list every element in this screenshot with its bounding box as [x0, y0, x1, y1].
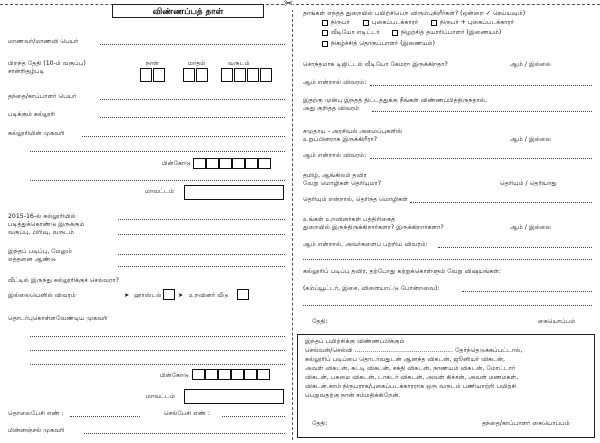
hostel-checkbox[interactable]: [163, 289, 175, 300]
other-learning-question: கல்லூரிப் படிப்பு தவிர, தற்போது கற்றுக்கொள்ளும் வேறு விஷயங்கள்:: [303, 268, 501, 275]
college-label: படிக்கும் கல்லூரி: [8, 111, 56, 118]
relative-arrow-icon: ➤: [178, 292, 184, 299]
prior-question-2: அது குறித்த விவரம்: [303, 105, 360, 112]
years-label-2: எத்தனை ஆண்டு: [8, 256, 56, 263]
option-producer-label: நிழற்சித் தயாரிப்பாளர் (இணையம்): [401, 29, 502, 36]
camera-question: சொந்தமாக டிஜிட்டல் வீடியோ கேமரா இருக்கிறதா?: [303, 61, 448, 68]
relatives-details-field-2[interactable]: [303, 259, 592, 260]
scissors-icon: ✂: [284, 0, 293, 10]
declaration-line-2: செல்வன்/செல்வி .................................................. தேர்ந்தெடுக்கப்பட்டால்,: [305, 347, 523, 354]
dob-label-2: சான்றிதழ்படி: [8, 68, 45, 75]
language-question-1: தமிழ், ஆங்கிலம் தவிர: [303, 172, 367, 179]
pincode2-box-1[interactable]: [192, 369, 205, 380]
pincode2-box-4[interactable]: [231, 369, 244, 380]
college-address-label: கல்லூரியின் முகவரி: [8, 130, 65, 137]
pincode-label: பின்கோடு: [162, 160, 191, 167]
option-photographer-label: புகைப்படக்காரர்: [372, 19, 419, 26]
pincode-box-4[interactable]: [232, 158, 245, 169]
dob-day-box-1[interactable]: [140, 68, 152, 82]
declaration-line-7: பெறுவதற்கு நான் சம்மதிக்கிறேன்.: [305, 392, 401, 399]
camera-yes-no[interactable]: ஆம் / இல்லை: [510, 61, 551, 68]
declaration-line-5: விகடன், பசுமை விகடன், டாக்டர் விகடன், அவள் கிச்சன், அவள் மணமகள்,: [305, 374, 519, 381]
phone-field[interactable]: [70, 416, 140, 417]
district-label: மாவட்டம்: [145, 188, 174, 195]
dob-month-box-2[interactable]: [196, 68, 208, 82]
relatives-details-label: ஆம் என்றால், அவர்களைப் பற்றிய விவரம்:: [303, 241, 428, 248]
other-learning-field-2[interactable]: [303, 305, 592, 306]
student-name-field[interactable]: [100, 44, 285, 45]
relatives-question-2: துறையில் இருந்திருக்கிறார்களா? இருக்கிறார்களா?: [303, 224, 444, 231]
pincode2-label: பின்கோடு: [160, 372, 189, 379]
years-label-1: இந்தப் படிப்பு, மேலும்: [8, 248, 72, 255]
dob-day-header: நாள்: [146, 60, 159, 67]
course-field-2[interactable]: [118, 234, 285, 235]
option-reporter-label: நிருபர்: [331, 19, 350, 26]
years-field-1[interactable]: [118, 254, 285, 255]
hostel-label: ஹாஸ்டல்: [134, 292, 162, 299]
prior-question-1: இதற்கு முன்பு இந்தத் திட்டத்துக்கு நீங்கள் விண்ணப்பித்திருந்தால்,: [303, 97, 487, 104]
contact-address-line-1[interactable]: [30, 336, 285, 337]
district2-label: மாவட்டம்: [146, 393, 175, 400]
option-reporter-checkbox[interactable]: [322, 20, 328, 26]
dob-year-box-3[interactable]: [247, 68, 259, 82]
course-label-1: 2015-16-ல் கல்லூரியில்: [8, 213, 76, 220]
signature-label: கையொப்பம்: [538, 318, 576, 325]
other-learning-hint: (கம்ப்யூட்டர், இசை, விளையாட்டு போன்றவை):: [303, 285, 440, 292]
social-details-field[interactable]: [370, 158, 592, 159]
dob-label-1: பிறந்த தேதி (10-ம் வகுப்பு): [8, 60, 86, 67]
college-address-line-2[interactable]: [30, 151, 285, 152]
option-video-editor-label: வீடியோ எடிட்டர்: [331, 29, 380, 36]
pincode2-box-6[interactable]: [257, 369, 270, 380]
years-field-2[interactable]: [118, 266, 285, 267]
relatives-details-field-1[interactable]: [438, 247, 592, 248]
dob-year-header: வருடம்: [228, 60, 250, 67]
date2-label: தேதி:: [312, 420, 328, 427]
pincode-box-6[interactable]: [258, 158, 271, 169]
pincode-box-2[interactable]: [206, 158, 219, 169]
father-name-field[interactable]: [100, 99, 285, 100]
social-yes-no[interactable]: ஆம் / இல்லை: [510, 136, 551, 143]
dob-year-box-4[interactable]: [260, 68, 272, 82]
pincode2-box-3[interactable]: [218, 369, 231, 380]
dob-month-header: மாதம்: [188, 60, 206, 67]
email-label: மின்னஞ்சல் முகவரி: [8, 427, 65, 434]
relative-home-checkbox[interactable]: [237, 289, 249, 300]
pincode2-box-5[interactable]: [244, 369, 257, 380]
phone-label: தொலைபேசி எண் :: [8, 410, 64, 417]
course-label-2: படித்துக்கொண்டு இருக்கும்: [8, 221, 85, 228]
travel-question: வீட்டில் இருந்து கல்லூரிக்குச் செல்வரா?: [8, 277, 119, 284]
college-address-line-1[interactable]: [82, 136, 285, 137]
dob-day-box-2[interactable]: [153, 68, 165, 82]
declaration-line-4: அவள் விகடன், சுட்டி விகடன், சக்தி விகடன், நாணயம் விகடன், மோட்டார்: [305, 365, 516, 372]
social-details-label: ஆம் என்றால் விவரம்:: [303, 152, 367, 159]
pincode-box-3[interactable]: [219, 158, 232, 169]
languages-known-label: தெரியும் என்றால், தெரிந்த மொழிகள்: [303, 196, 408, 203]
relatives-question-1: உங்கள் உறவினர்கள் பத்திரிகைத்: [303, 216, 396, 223]
field-question: தாங்கள் எந்தத் துறையில் பயிற்சிபெற விரும்புகிறீர்கள்? (ஒன்றை ✓ செய்யவும்): [303, 10, 526, 17]
option-reporter-photographer-label: நிருபர் + புகைப்படக்காரர்: [440, 19, 514, 26]
pincode-box-5[interactable]: [245, 158, 258, 169]
option-anchor-label: நிகழ்ச்சித் தொகுப்பாளர் (இணையம்): [331, 40, 435, 47]
course-field-1[interactable]: [118, 219, 285, 220]
social-question-1: சமுதாய - அரசியல் அமைப்புகளில்: [303, 128, 403, 135]
languages-known-field[interactable]: [410, 202, 592, 203]
contact-address-line-2[interactable]: [30, 350, 285, 351]
cell-field[interactable]: [222, 416, 285, 417]
contact-address-line-3[interactable]: [30, 364, 285, 365]
form-title: விண்ணப்பத் தாள்: [112, 4, 264, 18]
contact-address-label: தொடர்புகொள்ளவேண்டிய முகவரி: [8, 315, 108, 322]
option-video-editor-checkbox[interactable]: [322, 30, 328, 36]
language-know-option[interactable]: தெரியும் / தெரியாது: [500, 180, 557, 187]
prior-details-field[interactable]: [372, 111, 592, 112]
language-question-2: வேறு மொழிகள் தெரியுமா?: [303, 180, 382, 187]
course-label-3: வகுப்பு, பிரிவு, வருடம்: [8, 229, 75, 236]
declaration-line-1: இந்தப் பயிற்சிக்கு விண்ணப்பிக்கும்: [305, 338, 405, 345]
camera-details-field[interactable]: [370, 85, 592, 86]
cut-line-vertical: [292, 4, 293, 440]
declaration-line-3: கல்லூரிப் படிப்பை தொடர்வதுடன் ஆனந்த விகடன், ஜூனியர் விகடன்,: [305, 356, 505, 363]
relative-home-label: உறவினர் வீடு: [189, 292, 229, 299]
stay-details-label: இல்லையெனில் விவரம்: [8, 292, 76, 299]
camera-details-label: ஆம் என்றால் விவரம்:: [303, 79, 367, 86]
pincode2-box-2[interactable]: [205, 369, 218, 380]
option-reporter-photographer-checkbox[interactable]: [431, 20, 437, 26]
dob-year-box-2[interactable]: [234, 68, 246, 82]
hostel-arrow-icon: ➤: [124, 292, 130, 299]
cut-line-horizontal: [0, 4, 600, 5]
dob-month-box-1[interactable]: [183, 68, 195, 82]
district-field[interactable]: [184, 185, 284, 200]
social-question-2: உறுப்பினராக இருக்கிறீரா?: [303, 136, 378, 143]
father-name-label: தந்தை/காப்பாளர் பெயர்: [8, 93, 77, 100]
guardian-signature-label: தந்தை/காப்பாளர் கையொப்பம்: [482, 420, 570, 427]
college-field[interactable]: [100, 117, 285, 118]
student-name-label: மாணவர்/மாணவி பெயர்: [8, 38, 79, 45]
option-photographer-checkbox[interactable]: [363, 20, 369, 26]
college-address-line-3[interactable]: [30, 180, 285, 181]
pincode-box-1[interactable]: [193, 158, 206, 169]
email-field[interactable]: [84, 433, 285, 434]
district2-field[interactable]: [184, 389, 284, 404]
cell-label: செல்பேசி எண் :: [164, 410, 210, 417]
option-producer-checkbox[interactable]: [392, 30, 398, 36]
date-label: தேதி:: [312, 318, 328, 325]
option-anchor-checkbox[interactable]: [322, 41, 328, 47]
dob-year-box-1[interactable]: [221, 68, 233, 82]
declaration-line-6: விகடன்.காம் நிருபராக/புகைப்படக்காரராக ஒரு வருடம் பணியாற்றி பயிற்சி: [305, 383, 517, 390]
relatives-yes-no[interactable]: ஆம் / இல்லை: [510, 224, 551, 231]
other-learning-field-1[interactable]: [462, 291, 592, 292]
